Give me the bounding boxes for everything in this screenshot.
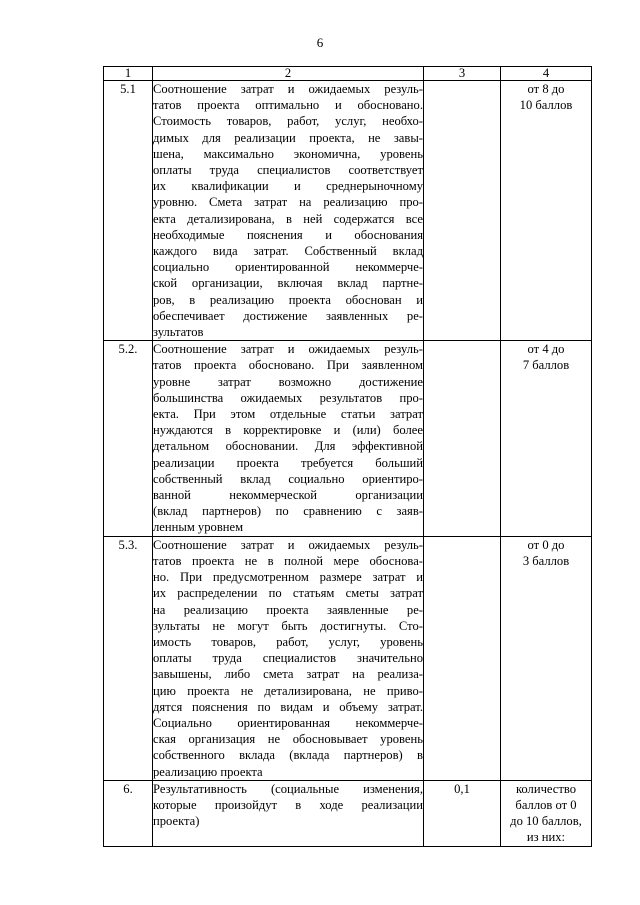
criterion-line: зультатов	[153, 325, 204, 340]
criterion-line: дятся пояснения по видам и объему затрат.	[153, 699, 423, 714]
table-row	[104, 341, 592, 536]
criterion-line: реализацию проекта	[153, 764, 263, 779]
score-line: от 8 до	[527, 82, 565, 96]
criterion-line: социально ориентированной некоммерче-	[153, 260, 423, 275]
criterion-line: их квалификации и среднерыночному	[153, 179, 423, 194]
weight-value	[424, 341, 501, 536]
criterion-line: татов проекта оптимально и обосновано.	[153, 98, 423, 113]
criterion-line: (вклад партнеров) по сравнению с заяв-	[153, 504, 423, 519]
criterion-line: завышены, либо смета затрат на реализа-	[153, 667, 423, 682]
header-col-4: 4	[501, 67, 592, 81]
table-row	[104, 81, 592, 341]
score-line: 10 баллов	[519, 98, 573, 113]
score-line: из них:	[526, 830, 566, 845]
header-col-2: 2	[153, 67, 424, 81]
criterion-line: ванной некоммерческой организации	[153, 488, 423, 503]
criterion-line: собственный вклад социально ориентиро-	[153, 471, 423, 486]
weight-value: 0,1	[424, 780, 501, 846]
table-row	[104, 780, 592, 846]
criterion-line: большинства ожидаемых результатов про-	[153, 390, 423, 405]
criterion-line: димых для реализации проекта, не завы-	[153, 130, 423, 145]
criterion-text	[153, 341, 424, 536]
row-number: 5.1	[104, 81, 153, 341]
criterion-line: екта детализирована, в ней содержатся все	[153, 211, 423, 226]
criterion-line: их распределении по статьям сметы затрат	[153, 586, 423, 601]
score-line: количество	[515, 781, 577, 796]
score-line: до 10 баллов,	[510, 814, 582, 829]
row-number: 6.	[104, 780, 153, 846]
score-range	[501, 81, 592, 341]
criterion-line: реализации проекта требуется больший	[153, 455, 423, 470]
row-number: 5.2.	[104, 341, 153, 536]
criterion-line: уровне затрат возможно достижение	[153, 374, 423, 389]
criterion-line: оплаты труда специалистов соответствует	[153, 163, 423, 178]
criterion-line: Соотношение затрат и ожидаемых резуль-	[153, 537, 423, 552]
criterion-line: екта. При этом отдельные статьи затрат	[153, 407, 423, 422]
score-range	[501, 341, 592, 536]
score-line: от 4 до	[527, 342, 565, 357]
criterion-line: Соотношение затрат и ожидаемых резуль-	[153, 82, 423, 96]
criteria-table	[103, 66, 592, 847]
criterion-line: необходимые пояснения и обоснования	[153, 227, 423, 242]
page-number: 6	[316, 35, 324, 50]
header-col-3: 3	[424, 67, 501, 81]
table-row	[104, 536, 592, 780]
criterion-line: собственного вклада (вклада партнеров) в	[153, 748, 423, 763]
criterion-line: ленным уровнем	[153, 520, 244, 535]
criterion-line: уровню. Смета затрат на реализацию про-	[153, 195, 423, 210]
criterion-line: на реализацию проекта заявленные ре-	[153, 602, 423, 617]
criterion-line: цию проекта не детализирована, не приво-	[153, 683, 423, 698]
row-number: 5.3.	[104, 536, 153, 780]
criterion-line: татов проекта обосновано. При заявленном	[153, 358, 423, 373]
score-line: 3 баллов	[522, 553, 570, 568]
criterion-line: Соотношение затрат и ожидаемых резуль-	[153, 342, 423, 357]
criterion-line: Результативность (социальные изменения,	[153, 781, 423, 796]
criterion-line: обеспечивает достижение заявленных ре-	[153, 308, 423, 323]
criterion-line: Социально ориентированная некоммерче-	[153, 715, 423, 730]
score-line: баллов от 0	[515, 797, 577, 812]
criterion-line: оплаты труда специалистов значительно	[153, 651, 423, 666]
criterion-line: которые произойдут в ходе реализации	[153, 797, 423, 812]
score-range	[501, 780, 592, 846]
score-line: 7 баллов	[522, 358, 570, 373]
criterion-line: Стоимость товаров, работ, услуг, необхо-	[153, 114, 423, 129]
table-header-row	[104, 67, 592, 81]
criterion-text	[153, 780, 424, 846]
criterion-line: ская организация не обосновывает уровень	[153, 732, 423, 747]
criterion-text	[153, 81, 424, 341]
criterion-text	[153, 536, 424, 780]
weight-value	[424, 81, 501, 341]
criterion-line: каждого вида затрат. Собственный вклад	[153, 244, 423, 259]
criterion-line: татов проекта не в полной мере обоснова-	[153, 553, 423, 568]
criterion-line: но. При предусмотренном размере затрат и	[153, 570, 423, 585]
header-col-1: 1	[104, 67, 153, 81]
criterion-line: детальном обосновании. Для эффективной	[153, 439, 423, 454]
criterion-line: нуждаются в корректировке и (или) более	[153, 423, 423, 438]
criterion-line: ров, в реализацию проекта обоснован и	[153, 292, 423, 307]
score-line: от 0 до	[527, 537, 565, 552]
criterion-line: имость товаров, работ, услуг, уровень	[153, 634, 423, 649]
criterion-line: зультаты не могут быть достигнуты. Сто-	[153, 618, 423, 633]
score-range	[501, 536, 592, 780]
criterion-line: проекта)	[153, 814, 200, 829]
weight-value	[424, 536, 501, 780]
criterion-line: шена, максимально экономична, уровень	[153, 146, 423, 161]
criterion-line: ской организации, включая вклад партне-	[153, 276, 423, 291]
